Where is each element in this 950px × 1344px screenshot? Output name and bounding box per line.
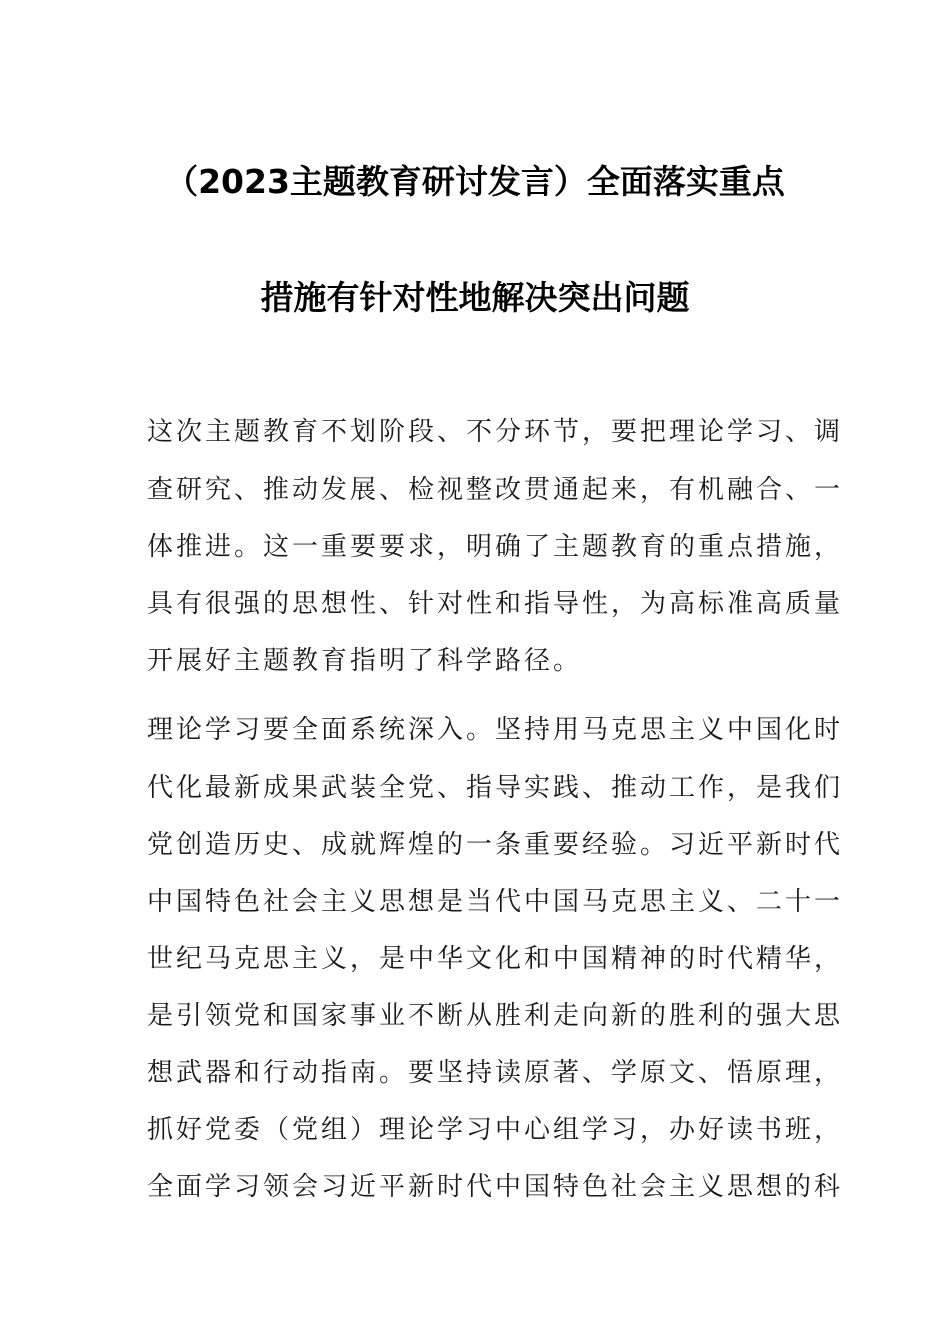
paragraph-2-line: 想武器和行动指南。要坚持读原著、学原文、悟原理， bbox=[147, 1058, 844, 1088]
paragraph-1-line: 体推进。这一重要要求，明确了主题教育的重点措施， bbox=[147, 532, 844, 562]
paragraph-2-line: 是引领党和国家事业不断从胜利走向新的胜利的强大思 bbox=[147, 1001, 844, 1031]
paragraph-2-line: 抓好党委（党组）理论学习中心组学习，办好读书班， bbox=[147, 1115, 844, 1145]
paragraph-2-line: 全面学习领会习近平新时代中国特色社会主义思想的科 bbox=[147, 1172, 844, 1202]
paragraph-2-line: 理论学习要全面系统深入。坚持用马克思主义中国化时 bbox=[147, 715, 844, 745]
document-title-line-2: 措施有针对性地解决突出问题 bbox=[260, 278, 690, 317]
paragraph-2-line: 代化最新成果武装全党、指导实践、推动工作，是我们 bbox=[147, 773, 844, 803]
paragraph-1-line: 这次主题教育不划阶段、不分环节，要把理论学习、调 bbox=[147, 417, 844, 447]
paragraph-1-line: 具有很强的思想性、针对性和指导性，为高标准高质量 bbox=[147, 589, 844, 619]
paragraph-2-line: 中国特色社会主义思想是当代中国马克思主义、二十一 bbox=[147, 887, 844, 917]
document-title-line-1: （2023主题教育研讨发言）全面落实重点 bbox=[165, 162, 785, 201]
paragraph-1-line: 查研究、推动发展、检视整改贯通起来，有机融合、一 bbox=[147, 475, 844, 505]
paragraph-1-line: 开展好主题教育指明了科学路径。 bbox=[147, 646, 583, 676]
paragraph-2-line: 党创造历史、成就辉煌的一条重要经验。习近平新时代 bbox=[147, 830, 844, 860]
paragraph-2-line: 世纪马克思主义，是中华文化和中国精神的时代精华， bbox=[147, 944, 844, 974]
